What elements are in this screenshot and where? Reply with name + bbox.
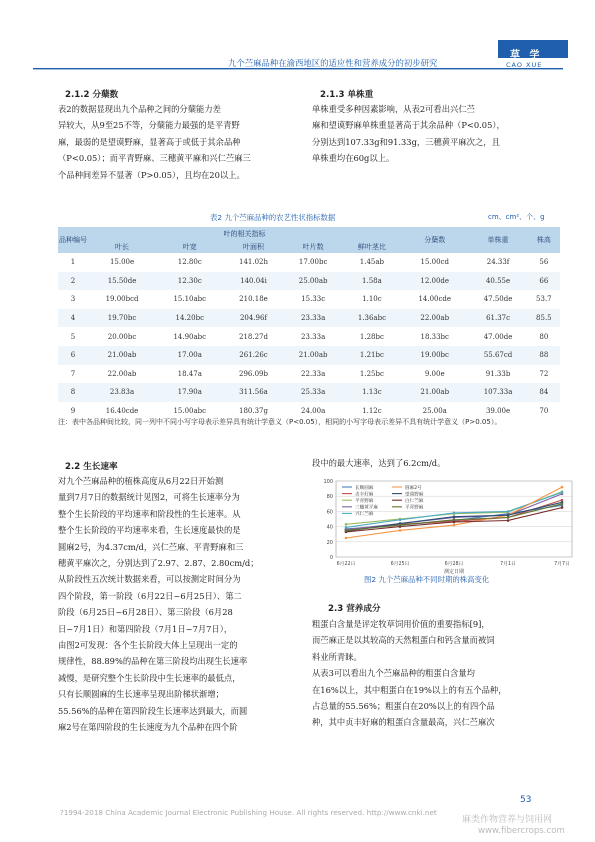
table-cell: 19.70bc: [88, 309, 156, 328]
table-cell: 7: [70, 369, 76, 378]
table-cell: 311.56a: [224, 383, 284, 402]
x-tick-label: 7月1日: [500, 562, 516, 567]
text-line: 个品种间差异不显著（P>0.05），且均在20以上。: [58, 169, 245, 180]
table-cell: 23.83a: [88, 383, 156, 402]
data-point: [561, 499, 564, 502]
table-row: [58, 327, 560, 346]
col-height: 株高: [528, 227, 560, 253]
table-cell: 6: [58, 346, 88, 365]
table-cell: 19.00bcd: [105, 295, 139, 304]
plant-height-chart: [310, 473, 582, 577]
y-tick-label: 100: [323, 479, 333, 485]
text-line: 圆麻2号，为4.37cm/d，兴仁苎麻、平青野麻和三: [58, 541, 244, 552]
legend-label: 贞丰好麻: [355, 492, 374, 498]
table-cell: 61.37c: [468, 309, 527, 328]
table-cell: 72: [539, 369, 549, 378]
y-tick-label: 0: [329, 555, 333, 561]
text-line: 整个生长阶段的平均速率和阶段性的生长速率。从: [58, 508, 241, 519]
table-note: 注：表中各品种间比较，同一列中不同小写字母表示差异具有统计学意义（P<0.05），相同的小写字母表示差异不具有统计学意义（P>0.05）。: [58, 418, 502, 426]
journal-category-cn: 草 学: [510, 50, 543, 61]
table-cell: 15.00abc: [173, 407, 207, 416]
section-heading-2-3: 2.3 营养成分: [328, 604, 381, 614]
section-heading-2-1-2: 2.1.2 分蘖数: [65, 90, 119, 100]
x-tick-label: 6月28日: [444, 562, 464, 567]
text-line: 阶段（6月25日~6月28日）、第三阶段（6月28: [58, 607, 233, 618]
running-title: 九个苎麻品种在渝西地区的适应性和营养成分的初步研究: [228, 58, 438, 68]
table-cell: 140.04i: [224, 272, 284, 291]
table-cell: 210.18e: [239, 295, 268, 304]
table-cell: 21.00ab: [401, 383, 468, 402]
x-tick-label: 7月7日: [554, 562, 570, 567]
table-cell: 1.25bc: [359, 369, 384, 378]
text-line: 日~7月1日）和第四阶段（7月1日~7月7日），: [58, 623, 233, 634]
table-cell: 296.09b: [239, 369, 268, 378]
table-cell: 85.5: [528, 309, 560, 328]
col-weight: 单株重: [468, 227, 527, 253]
x-tick-label: 6月25日: [390, 562, 410, 567]
legend-label: 圆麻2号: [405, 485, 422, 491]
table-cell: 14.00cde: [418, 295, 452, 304]
table-cell: 25.33a: [283, 383, 342, 402]
table-cell: 17.90a: [156, 383, 223, 402]
section-heading-2-2: 2.2 生长速率: [65, 462, 118, 472]
table-cell: 204.96f: [224, 309, 284, 328]
legend-label: 平青野麻: [405, 505, 424, 511]
data-point: [507, 510, 510, 513]
text-line: 单株重均在60g以上。: [312, 153, 395, 164]
col-leaf-count: 叶片数: [283, 240, 342, 253]
col-group-leaf: 叶的相关指标: [88, 227, 401, 240]
table-cell: 23.33a: [283, 309, 342, 328]
text-line: 种，其中贞丰好麻的粗蛋白含量最高，兴仁苎麻次: [312, 717, 495, 728]
table-cell: 1.12c: [362, 407, 382, 416]
watermark-cn: 麻类作物营养与饲用网: [462, 815, 553, 825]
text-line: 只有长顺圆麻的生长速率呈现出阶梯状渐增；: [58, 689, 224, 700]
table-cell: 1.28bc: [359, 332, 384, 341]
y-tick-label: 20: [326, 539, 333, 546]
col-variety: 品种编号: [58, 227, 88, 253]
table-cell: 18.33bc: [420, 332, 449, 341]
data-point: [453, 512, 456, 515]
data-point: [453, 521, 456, 524]
text-line: 规律性，88.89%的品种在第三阶段均出现生长速率: [58, 656, 248, 667]
text-line: 表2的数据显现出九个品种之间的分蘖能力差: [58, 104, 221, 114]
text-line: 从表3可以看出九个苎麻品种的粗蛋白含量均: [312, 668, 475, 679]
data-point: [561, 503, 564, 506]
data-point: [453, 518, 456, 521]
legend-label: 兴仁苎麻: [355, 512, 374, 518]
table-cell: 141.02h: [238, 258, 268, 267]
data-point: [507, 519, 510, 522]
text-line: 在16%以上，其中粗蛋白在19%以上的有五个品种，: [312, 684, 507, 695]
table-row: [58, 290, 560, 309]
table-cell: 1.13c: [343, 383, 401, 402]
data-point: [399, 518, 402, 521]
table-cell: 14.20bc: [156, 309, 223, 328]
table-cell: 15.10abc: [173, 295, 207, 304]
legend-label: 长顺圆麻: [355, 485, 374, 491]
x-axis-label: 测定日期: [443, 569, 465, 575]
table-cell: 22.00ab: [107, 369, 137, 378]
table-row: [58, 365, 560, 384]
text-line: 异较大，从9至25不等，分蘖能力最强的是平青野: [58, 120, 240, 131]
table-cell: 24.33f: [486, 258, 510, 267]
table-cell: 47.00de: [483, 332, 513, 341]
data-point: [345, 526, 348, 529]
table-cell: 39.00e: [485, 407, 511, 416]
data-point: [345, 523, 348, 526]
legend-label: 白仁苎麻: [405, 499, 424, 504]
table-cell: 15.50de: [88, 272, 156, 291]
table-cell: 4: [58, 309, 88, 328]
table-cell: 15.00e: [109, 258, 135, 267]
journal-category-en: CAO XUE: [506, 61, 543, 69]
table-row: [58, 383, 560, 402]
col-leaf-width: 叶宽: [156, 240, 223, 253]
table-row: [58, 309, 560, 328]
col-leaf-length: 叶长: [88, 240, 156, 253]
table-cell: 180.37g: [239, 407, 268, 416]
table-cell: 107.33a: [468, 383, 527, 402]
table-cell: 91.33b: [485, 369, 511, 378]
data-point: [453, 524, 456, 527]
text-line: 麻2号在第四阶段的生长速度为九个品种在四个阶: [58, 722, 238, 732]
table-cell: 84: [528, 383, 560, 402]
text-line: 四个阶段，第一阶段（6月22日~6月25日）、第二: [58, 590, 242, 601]
text-line: 量到7月7日的数据统计见图2，可将生长速率分为: [58, 492, 240, 503]
table-cell: 88: [528, 346, 560, 365]
table-cell: 218.27d: [239, 332, 268, 341]
table-cell: 17.00bc: [298, 258, 328, 267]
table-cell: 15.33c: [301, 295, 326, 304]
table-cell: 66: [528, 272, 560, 291]
table-cell: 24.00a: [301, 407, 326, 416]
table-cell: 23.33a: [301, 332, 326, 341]
text-line: 占总量的55.56%；粗蛋白在20%以上的有四个品: [312, 701, 495, 711]
text-line: 穗黄平麻次之，分别达到了2.97、2.87、2.80cm/d；: [58, 558, 259, 568]
text-line: 整个生长阶段的平均速率来看，生长速度最快的是: [58, 525, 241, 536]
table-cell: 20.00bc: [107, 332, 137, 341]
table-unit: cm、cm²、个、g: [488, 213, 545, 221]
data-point: [345, 529, 348, 532]
text-line: 而苎麻正是以其较高的天然粗蛋白和钙含量而被饲: [312, 635, 495, 646]
table-cell: 12.30c: [156, 272, 223, 291]
col-tiller: 分蘖数: [401, 227, 468, 253]
table-cell: 25.00a: [422, 407, 447, 416]
text-line: 麻，最弱的是望谟野麻，显著高于或低于其余品种: [58, 136, 241, 147]
data-point: [507, 516, 510, 519]
table-cell: 25.00ab: [283, 272, 342, 291]
figure-caption: 图2 九个苎麻品种不同时期的株高变化: [364, 575, 490, 584]
col-leaf-stem-ratio: 鲜叶茎比: [343, 240, 401, 253]
data-point: [453, 515, 456, 518]
table-caption: 表2 九个苎麻品种的农艺性状指标数据: [210, 213, 336, 222]
table-cell: 14.90abc: [173, 332, 207, 341]
table-cell: 56: [539, 258, 549, 267]
table-cell: 9: [70, 407, 76, 416]
table-cell: 17.00a: [156, 346, 223, 365]
data-point: [345, 537, 348, 540]
table-cell: 40.55e: [468, 272, 527, 291]
legend-label: 望谟野麻: [405, 492, 424, 498]
y-tick-label: 80: [326, 494, 333, 501]
growth-rate-continuation: 段中的最大速率，达到了6.2cm/d。: [312, 458, 446, 468]
table-cell: 8: [58, 383, 88, 402]
data-point: [561, 506, 564, 509]
data-point: [399, 524, 402, 527]
text-line: 55.56%的品种在第四阶段生长速率达到最大，而圆: [58, 705, 248, 716]
table-cell: 21.00ab: [283, 346, 342, 365]
table-cell: 22.00ab: [401, 309, 468, 328]
table-cell: 3: [70, 295, 76, 304]
y-tick-label: 40: [326, 524, 333, 531]
table-cell: 1.58a: [343, 272, 401, 291]
table-cell: 2: [58, 272, 88, 291]
table-cell: 5: [70, 332, 76, 341]
text-line: 从阶段性五次统计数据来看，可以按测定时间分为: [58, 574, 241, 585]
text-line: 分别达到107.33g和91.33g，三穗黄平麻次之，且: [312, 136, 500, 147]
text-line: 料业所青睐。: [312, 651, 362, 662]
copyright-footer: ?1994-2018 China Academic Journal Electronic Publishing House. All rights reserved. http://www.cnki.net: [60, 808, 437, 817]
table-cell: 15.00cd: [420, 258, 449, 267]
table-cell: 18.47a: [177, 369, 202, 378]
text-line: 麻和望谟野麻单株重显著高于其余品种（P<0.05），: [312, 120, 505, 131]
y-tick-label: 60: [326, 509, 333, 516]
data-point: [561, 491, 564, 494]
text-line: 单株重受多种因素影响，从表2可看出兴仁苎: [312, 104, 475, 114]
table-cell: 80: [539, 332, 549, 341]
table-cell: 21.00ab: [88, 346, 156, 365]
text-line: 由图2可发现：各个生长阶段大体上呈现出一定的: [58, 640, 238, 650]
legend-label: 三穗黄平麻: [355, 505, 378, 511]
page-number: 53: [520, 795, 532, 805]
table-cell: 1.45ab: [359, 258, 385, 267]
table-cell: 1.36abc: [343, 309, 401, 328]
table-cell: 47.50de: [483, 295, 513, 304]
table-cell: 70: [539, 407, 549, 416]
table-cell: 12.80c: [177, 258, 202, 267]
text-line: 粗蛋白含量是评定牧草饲用价值的重要指标[9]，: [312, 619, 490, 629]
table-row: [58, 346, 560, 365]
table-cell: 16.40cde: [105, 407, 139, 416]
table-cell: 22.33a: [301, 369, 326, 378]
table-cell: 1.21bc: [343, 346, 401, 365]
text-line: 对九个苎麻品种的植株高度从6月22日开始测: [58, 476, 224, 486]
section-heading-2-1-3: 2.1.3 单株重: [320, 90, 374, 100]
table-row: [58, 253, 560, 272]
table-row: [58, 272, 560, 291]
table-cell: 1.10c: [362, 295, 382, 304]
table-cell: 9.00e: [424, 369, 445, 378]
table-cell: 12.00de: [401, 272, 468, 291]
data-point: [561, 486, 564, 489]
text-line: （P<0.05）；而平青野麻、三穗黄平麻和兴仁苎麻三: [58, 153, 251, 164]
table-cell: 1: [70, 258, 76, 267]
legend-label: 平青野麻: [355, 499, 374, 504]
watermark-en: www.fibercrops.com: [478, 826, 565, 836]
table-cell: 261.26c: [224, 346, 284, 365]
table-cell: 55.67cd: [468, 346, 527, 365]
data-point: [507, 514, 510, 517]
table-cell: 19.00bc: [401, 346, 468, 365]
col-leaf-area: 叶面积: [224, 240, 284, 253]
agronomic-traits-table: [58, 227, 560, 420]
text-line: 减慢，是研究整个生长阶段中生长速率的最低点，: [58, 672, 241, 683]
data-point: [399, 529, 402, 532]
table-cell: 53.7: [536, 295, 552, 304]
x-tick-label: 6月22日: [336, 562, 356, 567]
